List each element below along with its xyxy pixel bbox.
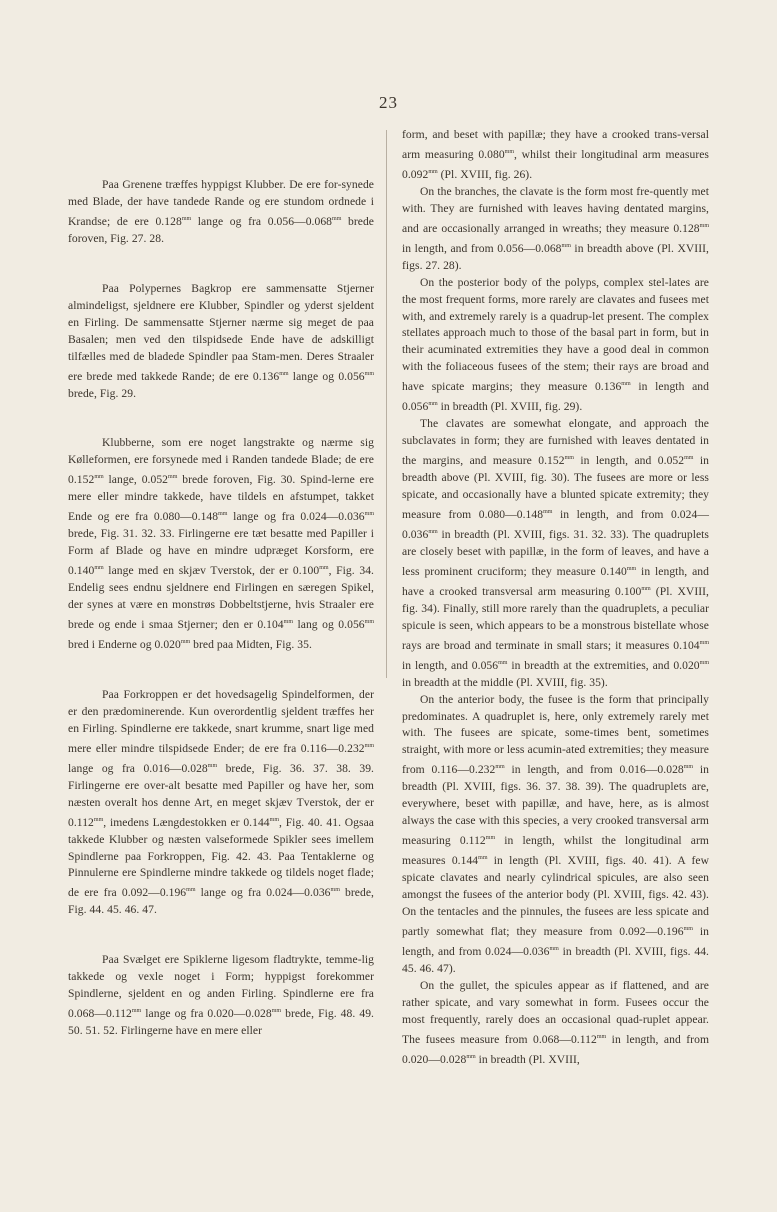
millimetre-unit: mm bbox=[94, 565, 104, 572]
millimetre-unit: mm bbox=[269, 816, 279, 823]
paragraph-grenene: Paa Grenene træffes hyppigst Klubber. De ere for-synede med Blade, der have tandede Rande og ere stundom ordnede i Krandse; de ere $0.128^{mm}$ lange og fra $0.056—0.068^{mm}$ brede foroven, Fig. 27. 28. bbox=[68, 178, 374, 245]
millimetre-unit: mm bbox=[684, 455, 694, 462]
millimetre-unit: mm bbox=[364, 511, 374, 518]
paragraph-continued-form: form, and beset with papillæ; they have a crooked trans-versal arm measuring $0.080^{mm}$, whilst their longitudinal arm measures $0.092^{mm}$ (Pl. XVIII, fig. 26). bbox=[402, 128, 709, 181]
millimetre-unit: mm bbox=[180, 638, 191, 645]
millimetre-unit: mm bbox=[564, 455, 574, 462]
millimetre-unit: mm bbox=[626, 565, 637, 572]
millimetre-unit: mm bbox=[364, 370, 374, 377]
millimetre-unit: mm bbox=[485, 835, 496, 842]
millimetre-unit: mm bbox=[279, 370, 289, 377]
millimetre-unit: mm bbox=[94, 474, 104, 481]
millimetre-unit: mm bbox=[641, 585, 651, 592]
paragraph-forkroppen: Paa Forkroppen er det hovedsagelig Spindelformen, der er den prædominerende. Kun overordentlig sjeldent træffes her en Firling. Spindlerne ere takkede, snart krumme, snart lige med mere eller mindre tilspidsede Ender; de ere fra $0.116—0.232^{mm}$ lange og fra $0.016—0.028^{mm}$ brede, Fig. 36. 37. 38. 39. Firlingerne ere over-alt besatte med Papiller og have her, som næsten overalt hos denne Art, en meget skjæv Tverstok, der er $0.112^{mm}$, imedens Længdestokken er $0.144^{mm}$, Fig. 40. 41. Ogsaa takkede Klubber og næsten valseformede Spikler sees imellem Spindlerne paa Forkroppen, Fig. 42. 43. Paa Tentaklerne og Pinnulerne ere Spindlerne mindre takkede og tildels noget flade; de ere fra $0.092—0.196^{mm}$ lange og fra $0.024—0.036^{mm}$ brede, Fig. 44. 45. 46. 47. bbox=[68, 687, 374, 917]
millimetre-unit: mm bbox=[699, 639, 709, 646]
millimetre-unit: mm bbox=[699, 222, 709, 229]
millimetre-unit: mm bbox=[319, 565, 329, 572]
paragraph-gullet: On the gullet, the spicules appear as if flattened, and are rather spicate, and vary somewhat in form. Fusees occur the most frequently, rarely does an occasional quad-ruplet appear. The fusees measure from $0.068—0.112^{mm}$ in length, and from $0.020—0.028^{mm}$ in breadth (Pl. XVIII, bbox=[402, 978, 710, 1066]
millimetre-unit: mm bbox=[428, 168, 438, 175]
millimetre-unit: mm bbox=[181, 215, 192, 222]
paragraph-posterior-body: On the posterior body of the polyps, complex stel-lates are the most frequent forms, more rarely are clavates and fusees met with, and extremely rarely is a quadrup-let present. The complex stellates approach much to those of the basal part in form, but in their acuminated extremities they have a good deal in common with the foliaceous fusees of the stem; their rays are broad and have spicate margins; they measure $0.136^{mm}$ in length and $0.056^{mm}$ in breadth (Pl. XVIII, fig. 29). bbox=[402, 275, 709, 414]
paragraph-branches: On the branches, the clavate is the form most fre-quently met with. They are furnished with leaves having dentated margins, and are occasionally arranged in wreaths; they measure $0.128^{mm}$ in length, and from $0.056—0.068^{mm}$ in breadth above (Pl. XVIII, figs. 27. 28). bbox=[402, 184, 709, 272]
millimetre-unit: mm bbox=[218, 511, 228, 518]
millimetre-unit: mm bbox=[495, 764, 505, 771]
millimetre-unit: mm bbox=[683, 764, 694, 771]
millimetre-unit: mm bbox=[543, 509, 553, 516]
millimetre-unit: mm bbox=[466, 1053, 476, 1060]
millimetre-unit: mm bbox=[428, 401, 438, 408]
millimetre-unit: mm bbox=[332, 215, 342, 222]
paragraph-svaelget: Paa Svælget ere Spiklerne ligesom fladtrykte, temme-lig takkede og vexle noget i Form; hyppigst forekommer Spindlerne, sjeldent en og anden Firling. Spindlerne ere fra $0.068—0.112^{mm}$ lange og fra $0.020—0.028^{mm}$ brede, Fig. 48. 49. 50. 51. 52. Firlingerne have en mere eller bbox=[68, 953, 374, 1038]
left-column-norwegian bbox=[68, 177, 374, 1040]
paragraph-klubberne: Klubberne, som ere noget langstrakte og nærme sig Kølleformen, ere forsynede med i Randen tandede Blade; de ere $0.152^{mm}$ lange, $0.052^{mm}$ brede foroven, Fig. 30. Spind-lerne ere mere eller mindre takkede, have tildels en afstumpet, takket Ende og ere fra $0.080—0.148^{mm}$ lange og fra $0.024—0.036^{mm}$ brede, Fig. 31. 32. 33. Firlingerne ere tæt besatte med Papiller i Form af Blade og have en mindre udpræget Korsform, ere $0.140^{mm}$ lange med en skjæv Tverstok, der er $0.100^{mm}$, Fig. 34. Endelig sees endnu sjeldnere end Firlingen en særegen Spikel, der synes at være en monstrøs Dobbeltstjerne, hvis Straaler ere brede og ende i smaa Stjerner; den er $0.104^{mm}$ lang og $0.056^{mm}$ bred i Enderne og $0.020^{mm}$ bred paa Midten, Fig. 35. bbox=[68, 436, 374, 651]
millimetre-unit: mm bbox=[283, 619, 293, 626]
millimetre-unit: mm bbox=[504, 148, 515, 155]
millimetre-unit: mm bbox=[549, 945, 559, 952]
millimetre-unit: mm bbox=[271, 1008, 282, 1015]
millimetre-unit: mm bbox=[131, 1008, 142, 1015]
paragraph-polypernes-bagkrop: Paa Polypernes Bagkrop ere sammensatte Stjerner almindeligst, sjeldnere ere Klubber, Spindler og yderst sjeldent en Firling. De sammensatte Stjerner nærme sig meget de paa Basalen; men ved den tilspidsede Ende have de adskilligt tilfælles med de bladede Spindler paa Stam-men. Deres Straaler ere brede med takkede Rande; de ere $0.136^{mm}$ lange og $0.056^{mm}$ brede, Fig. 29. bbox=[68, 281, 374, 400]
millimetre-unit: mm bbox=[621, 381, 631, 388]
page-number: 23 bbox=[379, 93, 398, 112]
millimetre-unit: mm bbox=[207, 762, 218, 769]
millimetre-unit: mm bbox=[428, 528, 438, 535]
millimetre-unit: mm bbox=[561, 242, 571, 249]
paragraph-anterior-body: On the anterior body, the fusee is the form that principally predominates. A quadruplet is, here, only extremely rarely met with. The fusees are spicate, some-times bent, sometimes straight, with more or less acumin-ated extremities; they measure from $0.116—0.232^{mm}$ in length, and from $0.016—0.028^{mm}$ in breadth (Pl. XVIII, figs. 36. 37. 38. 39). The quadruplets are, everywhere, beset with papillæ, and have, here, as is almost always the case with this species, a very crooked transversal arm measuring $0.112^{mm}$ in length, whilst the longitudinal arm measures $0.144^{mm}$ in length (Pl. XVIII, figs. 40. 41). A few spicate clavates and nearly cylindrical spicules, are also seen amongst the fusees of the anterior body (Pl. XVIII, figs. 42. 43). On the tentacles and the pinnules, the fusees are less spicate and partly somewhat flat; they measure from $0.092—0.196^{mm}$ in length, and from $0.024—0.036^{mm}$ in breadth (Pl. XVIII, figs. 44. 45. 46. 47). bbox=[402, 692, 710, 975]
millimetre-unit: mm bbox=[478, 855, 488, 862]
millimetre-unit: mm bbox=[168, 474, 178, 481]
right-column-english bbox=[402, 127, 709, 1069]
millimetre-unit: mm bbox=[364, 742, 374, 749]
millimetre-unit: mm bbox=[330, 887, 340, 894]
millimetre-unit: mm bbox=[596, 1033, 607, 1040]
millimetre-unit: mm bbox=[186, 887, 196, 894]
millimetre-unit: mm bbox=[93, 816, 104, 823]
millimetre-unit: mm bbox=[498, 659, 508, 666]
millimetre-unit: mm bbox=[364, 619, 374, 626]
paragraph-clavates: The clavates are somewhat elongate, and approach the subclavates in form; they are furnished with leaves dentated in the margins, and measure $0.152^{mm}$ in length, and $0.052^{mm}$ in breadth above (Pl. XVIII, fig. 30). The fusees are more or less spicate, and occasionally have a blunted spicate extremity; they measure from $0.080—0.148^{mm}$ in length, and from $0.024—0.036^{mm}$ in breadth (Pl. XVIII, figs. 31. 32. 33). The quadruplets are closely beset with papillæ, in the form of leaves, and have a less prominent cruciform; they measure $0.140^{mm}$ in length, and have a crooked transversal arm measuring $0.100^{mm}$ (Pl. XVIII, fig. 34). Finally, still more rarely than the quadruplets, a peculiar spicule is seen, which appears to be a monstrous bistellate whose rays are broad and terminate in small stars; it measures $0.104^{mm}$ in length, and $0.056^{mm}$ in breadth at the extremities, and $0.020^{mm}$ in breadth at the middle (Pl. XVIII, fig. 35). bbox=[402, 417, 709, 689]
column-divider bbox=[386, 130, 387, 678]
millimetre-unit: mm bbox=[699, 659, 709, 666]
millimetre-unit: mm bbox=[683, 925, 693, 932]
